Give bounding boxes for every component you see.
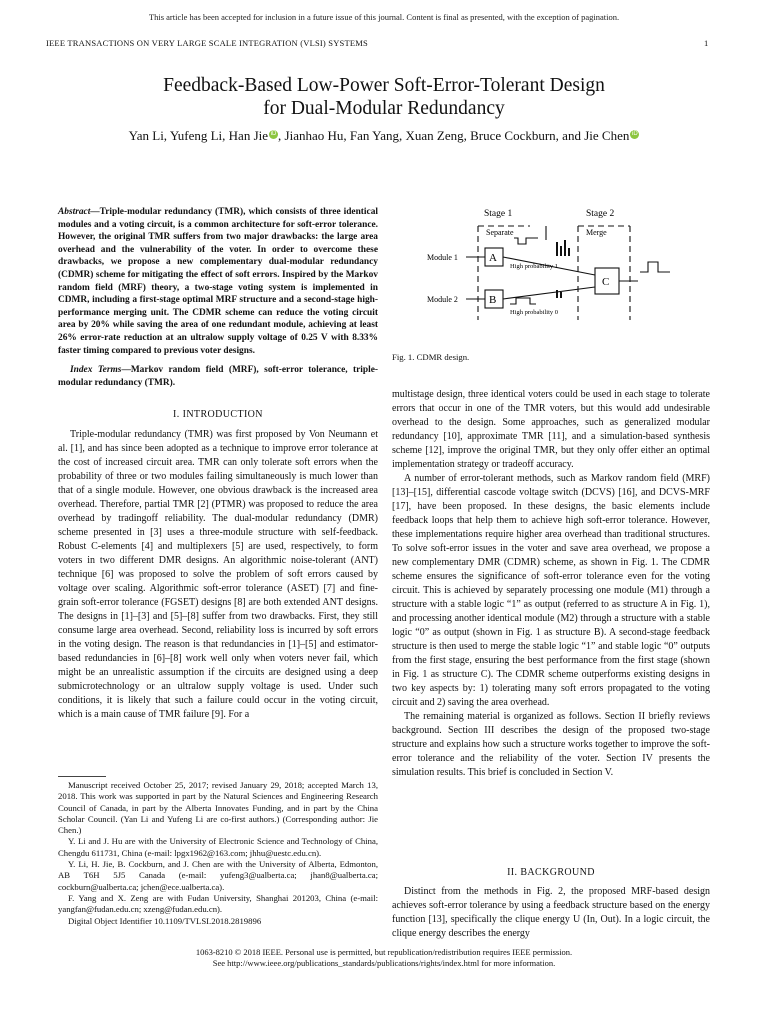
module2-label: Module 2 bbox=[427, 295, 458, 304]
acceptance-note: This article has been accepted for inclusion in a future issue of this journal. Content is final as presented, with the exception of pagination. bbox=[148, 12, 620, 22]
footnote-affiliation-2: Y. Li, H. Jie, B. Cockburn, and J. Chen are with the University of Alberta, Edmonton, AB T6H 5J5 Canada (e-mail: yufeng3@ualberta.ca; jhan8@ualberta.ca; cockburn@ualberta.ca; jchen@ece.ualberta.ca). bbox=[58, 859, 378, 892]
stage2-label: Stage 2 bbox=[586, 209, 615, 219]
running-head: IEEE TRANSACTIONS ON VERY LARGE SCALE INTEGRATION (VLSI) SYSTEMS bbox=[46, 38, 368, 48]
right-paragraph-2: A number of error-tolerant methods, such as Markov random field (MRF) [13]–[15], differential cascode voltage switch (DCVS) [16], and DCVS-MRF [17], have been proposed. In these designs, the basic elements include feedback loops that help them to achieve high soft-error tolerance. However, these implementations require higher area overhead than traditional structures. To solve soft-error issues in the voter and save area overhead, we propose a new complementary DMR (CDMR) scheme, as shown in Fig. 1. The CDMR scheme ensures the significance of soft-error tolerance even for the voting circuit. This is achieved by separately processing one module (M1) through a structure with a stable logic “1” as output (referred to as structure A in Fig. 1), and processing another identical module (M2) through a structure with a stable logic “0” as output (shown in Fig. 1 as structure B). A second-stage feedback structure is then used to merge the stable logic “1” and stable logic “0” outputs from the first stage, ensuring the best performance from the first stage (shown in Fig. 1 as structure C). The CDMR scheme outperforms existing designs in two key aspects by: 1) tolerating many soft errors propagated to the voting circuit and 2) saving the area overhead. bbox=[392, 473, 710, 708]
orcid-icon[interactable]: iD bbox=[632, 130, 638, 137]
right-column-intro bbox=[392, 388, 710, 780]
high-probability-1-label: High probability 1 bbox=[510, 263, 559, 270]
waveform-c bbox=[640, 262, 670, 272]
abstract-text: —Triple-modular redundancy (TMR), which consists of three identical modules and a voting circuit, is a common architecture for soft-error tolerance. However, the original TMR suffers from two major drawbacks: the large area overhead and the vulnerability of the voter. In order to overcome these drawbacks, we propose a new complementary dual-modular redundancy (CDMR) scheme for mitigating the effect of soft errors. Inspired by the Markov random field (MRF) theory, a two-stage voting system is implemented in CDMR, including a first-stage optimal MRF structure and a second-stage high-performance merging unit. The CDMR scheme can reduce the voting circuit area by 20% while saving the area of one redundant module, achieving at least 26% error-rate reduction at an ultralow supply voltage of 0.25 V with 8.33% faster timing compared to previous voter designs. bbox=[58, 207, 378, 356]
title-line-1: Feedback-Based Low-Power Soft-Error-Tolerant Design bbox=[163, 75, 605, 96]
background-text: Distinct from the methods in Fig. 2, the proposed MRF-based design achieves soft-error tolerance by using a feedback structure based on the energy function [13], specifically the clique energy U (In, Out). In a logic circuit, the clique energy describes the energy bbox=[392, 886, 710, 939]
intro-text: Triple-modular redundancy (TMR) was first proposed by Von Neumann et al. [1], and has since been adopted as a technique to improve error tolerance at the cost of increased circuit area. TMR can only tolerate soft errors when the probability of three or two modules failing simultaneously is much lower than that of a single module. However, one obvious drawback is the increased area overhead. Therefore, partial TMR [2] (PTMR) was proposed to reduce the area overhead by tradingoff reliability. The dual-modular redundancy (DMR) scheme presented in [3] uses a three-module structure with self-feedback. Robust C-elements [4] and multiplexers [5] are used, respectively, to form voters in two different DMR designs. An algorithmic noise-tolerant (ANT) technique [6] was proposed to solve the problem of soft errors caused by voltage over scaling. Algorithmic soft-error tolerance (ASET) [7] and fine-grain soft-error tolerance (FGSET) designs [8] are both extended ANT designs. The designs in [1]–[3] and [5]–[8] suffer from two drawbacks. First, they still consume large area overhead. Second, reliability loss is incurred by soft errors in the voting design. The reason is that redundancies in [1]–[5] and estimator-based redundancies in [6]–[8] work well only when voters never fail, which might be an unrealistic assumption if the circuits are designed using a deep submicrotechnology or an ultralow supply voltage is used. Under such conditions, it is likely that such a failure could occur in the voting circuit, which is a main cause of TMR failure [9]. For a bbox=[58, 429, 378, 720]
copyright-notice bbox=[0, 947, 768, 969]
authors-rest: , Jianhao Hu, Fan Yang, Xuan Zeng, Bruce Cockburn, and Jie Chen bbox=[278, 128, 630, 143]
intro-heading bbox=[58, 408, 378, 422]
copyright-line-1: 1063-8210 © 2018 IEEE. Personal use is permitted, but republication/redistribution requires IEEE permission. bbox=[195, 947, 573, 957]
page-number: 1 bbox=[704, 38, 709, 48]
block-b-label: B bbox=[489, 294, 497, 306]
footnote-manuscript: Manuscript received October 25, 2017; revised January 29, 2018; accepted March 13, 2018. This work was supported in part by the Natural Sciences and Engineering Research Council of Canada, in part by the Alberta Innovates Funding, and in part by the China Scholar Council. (Yan Li and Yufeng Li are co-first authors.) (Corresponding author: Jie Chen.) bbox=[58, 780, 378, 836]
footnote-affiliation-1: Y. Li and J. Hu are with the University of Electronic Science and Technology of China, Chengdu 611731, China (e-mail: lpgx1962@163.com; jhhu@uestc.edu.cn). bbox=[58, 836, 378, 858]
background-paragraph bbox=[392, 885, 710, 941]
block-a-label: A bbox=[489, 252, 497, 264]
waveform-b bbox=[510, 298, 536, 304]
intro-heading-num: I. I bbox=[173, 409, 187, 420]
figure-caption: Fig. 1. CDMR design. bbox=[392, 352, 470, 362]
bg-heading-rest: ACKGROUND bbox=[527, 867, 595, 878]
copyright-line-2[interactable]: See http://www.ieee.org/publications_standards/publications/rights/index.html for more information. bbox=[212, 958, 556, 968]
merge-label: Merge bbox=[586, 228, 607, 237]
footnote-doi: Digital Object Identifier 10.1109/TVLSI.2018.2819896 bbox=[68, 915, 262, 926]
authors-first: Yan Li, Yufeng Li, Han Jie bbox=[128, 128, 269, 143]
intro-paragraph bbox=[58, 428, 378, 722]
abstract bbox=[58, 206, 378, 357]
footnote-rule bbox=[58, 776, 106, 777]
orcid-icon[interactable]: iD bbox=[270, 130, 277, 137]
right-paragraph-3: The remaining material is organized as follows. Section II briefly reviews background. Section III describes the design of the proposed two-stage structure and explains how such a structure works together to improve the soft-error tolerance and the reliability of the voter. Section IV presents the simulation results. This brief is concluded in Section V. bbox=[392, 711, 710, 778]
paper-title bbox=[60, 74, 708, 120]
title-line-2: for Dual-Modular Redundancy bbox=[263, 98, 505, 119]
bg-heading-num: II. B bbox=[507, 867, 528, 878]
footnotes bbox=[58, 780, 378, 927]
background-heading bbox=[392, 866, 710, 880]
waveform-a bbox=[514, 238, 538, 244]
cdmr-figure bbox=[426, 200, 676, 325]
block-c-label: C bbox=[602, 276, 610, 288]
author-list bbox=[40, 128, 728, 144]
high-probability-0-label: High probability 0 bbox=[510, 309, 559, 316]
index-terms-label: Index Terms bbox=[70, 365, 122, 375]
index-terms-text: —Markov random field (MRF), soft-error tolerance, triple-modular redundancy (TMR). bbox=[58, 365, 379, 388]
index-terms bbox=[58, 364, 378, 390]
intro-heading-rest: NTRODUCTION bbox=[186, 409, 263, 420]
stage1-label: Stage 1 bbox=[484, 209, 513, 219]
b-to-c-wire bbox=[503, 287, 595, 299]
right-paragraph-1: multistage design, three identical voters could be used in each stage to tolerate errors that occur in one of the TMR voters, but this would add undesirable overhead to the design. Some approaches, such as generalized modular redundancy [10], approximate TMR [11], and a simulation-based synthesis scheme [12], improve the original TMR, but they only offer either an optimal implementation strategy or tradeoff accuracy. bbox=[392, 389, 710, 470]
footnote-affiliation-3: F. Yang and X. Zeng are with Fudan University, Shanghai 201203, China (e-mail: yangfan@fudan.edu.cn; xzeng@fudan.edu.cn). bbox=[58, 892, 378, 915]
separate-label: Separate bbox=[486, 228, 514, 237]
module1-label: Module 1 bbox=[427, 253, 458, 262]
abstract-label: Abstract bbox=[58, 207, 91, 217]
